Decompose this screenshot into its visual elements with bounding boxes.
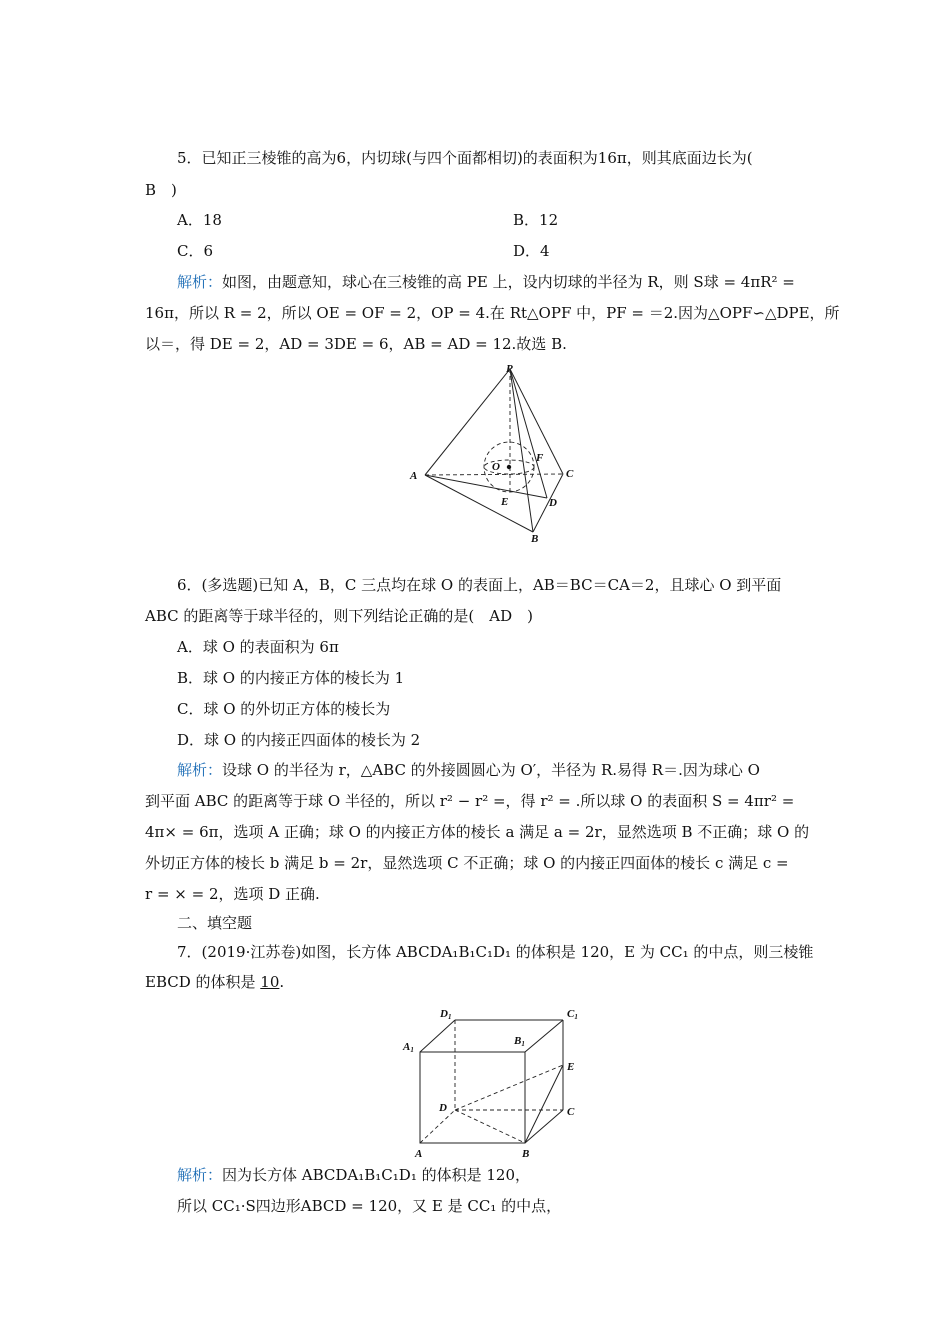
q6-stem-1: 6．(多选题)已知 A，B，C 三点均在球 O 的表面上，AB＝BC＝CA＝2，且球心 O 到平面 [177,576,782,594]
label-o: O [492,461,500,473]
label-a1: A1 [403,1041,414,1054]
q6-option-c: C．球 O 的外切正方体的棱长为 [177,700,391,718]
q5-solution-line-2: 16π，所以 R = 2，所以 OE = OF = 2，OP = 4.在 Rt△OPF 中，PF = ＝2.因为△OPF∽△DPE，所 [145,304,840,322]
q5-answer: B ) [145,181,177,199]
q6-solution-line-5: r = × = 2，选项 D 正确. [145,885,320,903]
label-e: E [567,1061,575,1073]
q5-solution-text-1: 如图，由题意知，球心在三棱锥的高 PE 上，设内切球的半径为 R，则 S球 = 4πR² = [222,273,795,291]
q7-solution-line-1 [177,1165,950,1185]
q6-solution-text-1: 设球 O 的半径为 r，△ABC 的外接圆圆心为 O′，半径为 R.易得 R＝.因为球心 O [222,761,760,779]
label-f: F [536,452,544,464]
q5-option-d: D．4 [513,242,550,260]
q6-solution-line-2: 到平面 ABC 的距离等于球 O 半径的，所以 r² − r² =，得 r² = .所以球 O 的表面积 S = 4πr² = [145,792,795,810]
label-a: A [410,470,418,482]
solution-label: 解析： [177,1166,223,1184]
label-d1: D1 [440,1008,452,1021]
label-d: D [439,1102,447,1114]
solution-label: 解析： [177,273,223,291]
label-e: E [501,496,509,508]
section-heading: 二、填空题 [177,914,253,932]
q6-option-a: A．球 O 的表面积为 6π [177,638,339,656]
label-c: C [566,468,574,480]
label-b: B [522,1148,530,1160]
label-b1: B1 [514,1035,525,1048]
q5-solution-line-3: 以＝，得 DE = 2，AD = 3DE = 6，AB = AD = 12.故选 B. [145,335,567,353]
q5-stem: 5．已知正三棱锥的高为6，内切球(与四个面都相切)的表面积为16π，则其底面边长为( [177,149,753,167]
q6-option-b: B．球 O 的内接正方体的棱长为 1 [177,669,405,687]
sphere-center-dot [507,465,511,469]
tetrahedron-figure [400,360,590,550]
q7-stem-1: 7．(2019·江苏卷)如图，长方体 ABCDA₁B₁C₁D₁ 的体积是 120，E 为 CC₁ 的中点，则三棱锥 [177,943,814,961]
label-d: D [549,497,557,509]
q6-option-d: D．球 O 的内接正四面体的棱长为 2 [177,731,421,749]
q7-stem-2 [145,972,950,992]
q6-solution-line-1 [177,760,950,780]
cuboid-figure [395,1000,595,1165]
label-c: C [567,1106,575,1118]
q5-option-a: A．18 [177,211,222,229]
q6-solution-line-3: 4π× = 6π，选项 A 正确；球 O 的内接正方体的棱长 a 满足 a = 2r，显然选项 B 不正确；球 O 的 [145,823,810,841]
q5-option-c: C．6 [177,242,214,260]
label-b: B [531,533,539,545]
label-p: P [506,363,513,375]
q7-stem-text: EBCD 的体积是 [145,973,261,991]
q6-stem-2: ABC 的距离等于球半径的，则下列结论正确的是( AD ) [145,607,533,625]
label-c1: C1 [567,1008,578,1021]
q6-solution-line-4: 外切正方体的棱长 b 满足 b = 2r，显然选项 C 不正确；球 O 的内接正四面体的棱长 c 满足 c = [145,854,789,872]
q5-solution-line-1 [177,272,950,292]
q7-solution-line-2: 所以 CC₁·S四边形ABCD = 120，又 E 是 CC₁ 的中点， [177,1197,562,1215]
solution-label: 解析： [177,761,223,779]
q7-solution-text-1: 因为长方体 ABCDA₁B₁C₁D₁ 的体积是 120， [222,1166,531,1184]
q7-answer: 10 [260,973,280,991]
label-a: A [415,1148,423,1160]
q5-option-b: B．12 [513,211,559,229]
q7-stem-end: . [279,973,285,991]
